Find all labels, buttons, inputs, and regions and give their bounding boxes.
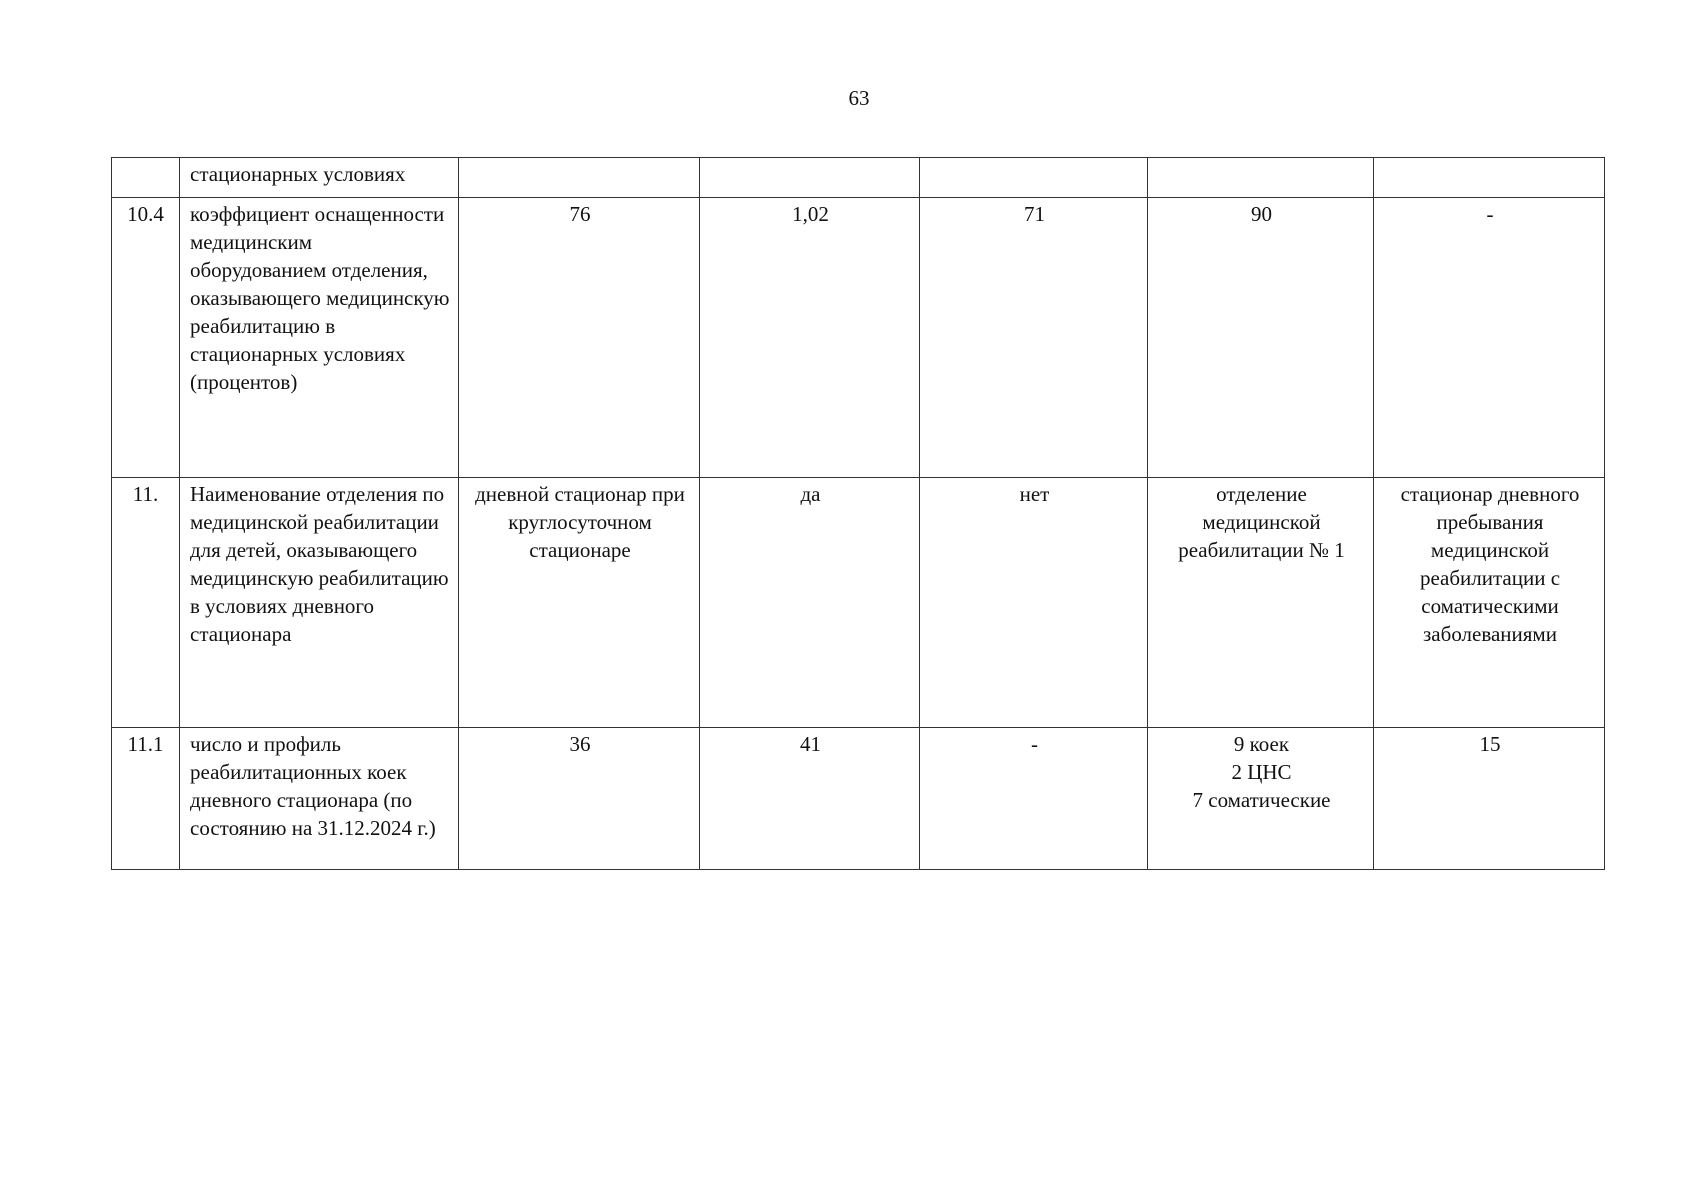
table-row (112, 198, 1605, 478)
row-number-cell: 10.4 (112, 198, 180, 478)
value-cell: дневной стационар при круглосуточном стационаре (459, 478, 700, 728)
value-cell: 15 (1374, 728, 1605, 870)
value-cell: отделение медицинской реабилитации № 1 (1148, 478, 1374, 728)
value-line: 2 ЦНС (1231, 760, 1292, 784)
value-cell: стационар дневного пребывания медицинской реабилитации с соматическими заболеваниями (1374, 478, 1605, 728)
table-row (112, 728, 1605, 870)
value-cell: 41 (700, 728, 920, 870)
value-cell: - (920, 728, 1148, 870)
value-line: 7 соматические (1192, 788, 1331, 812)
value-cell (920, 158, 1148, 198)
row-description-cell: число и профиль реабилитационных коек дневного стационара (по состоянию на 31.12.2024 г.) (180, 728, 459, 870)
value-cell (1148, 158, 1374, 198)
page-number: 63 (848, 86, 870, 110)
row-description-cell: стационарных условиях (180, 158, 459, 198)
data-table (111, 157, 1605, 870)
row-number-cell (112, 158, 180, 198)
row-description-cell: Наименование отделения по медицинской реабилитации для детей, оказывающего медицинскую реабилитацию в условиях дневного стационара (180, 478, 459, 728)
table-row (112, 478, 1605, 728)
row-number-cell: 11.1 (112, 728, 180, 870)
value-line: 9 коек (1233, 732, 1290, 756)
value-cell (459, 158, 700, 198)
value-cell: 36 (459, 728, 700, 870)
value-cell: да (700, 478, 920, 728)
value-cell-multiline (1148, 728, 1374, 870)
value-cell (700, 158, 920, 198)
value-cell (1374, 158, 1605, 198)
value-cell: - (1374, 198, 1605, 478)
row-number-cell: 11. (112, 478, 180, 728)
value-cell: 90 (1148, 198, 1374, 478)
value-cell: 76 (459, 198, 700, 478)
value-cell: 71 (920, 198, 1148, 478)
value-cell: 1,02 (700, 198, 920, 478)
row-description-cell: коэффициент оснащенности медицинским оборудованием отделения, оказывающего медицинскую реабилитацию в стационарных условиях (процентов) (180, 198, 459, 478)
value-cell: нет (920, 478, 1148, 728)
table-row (112, 158, 1605, 198)
